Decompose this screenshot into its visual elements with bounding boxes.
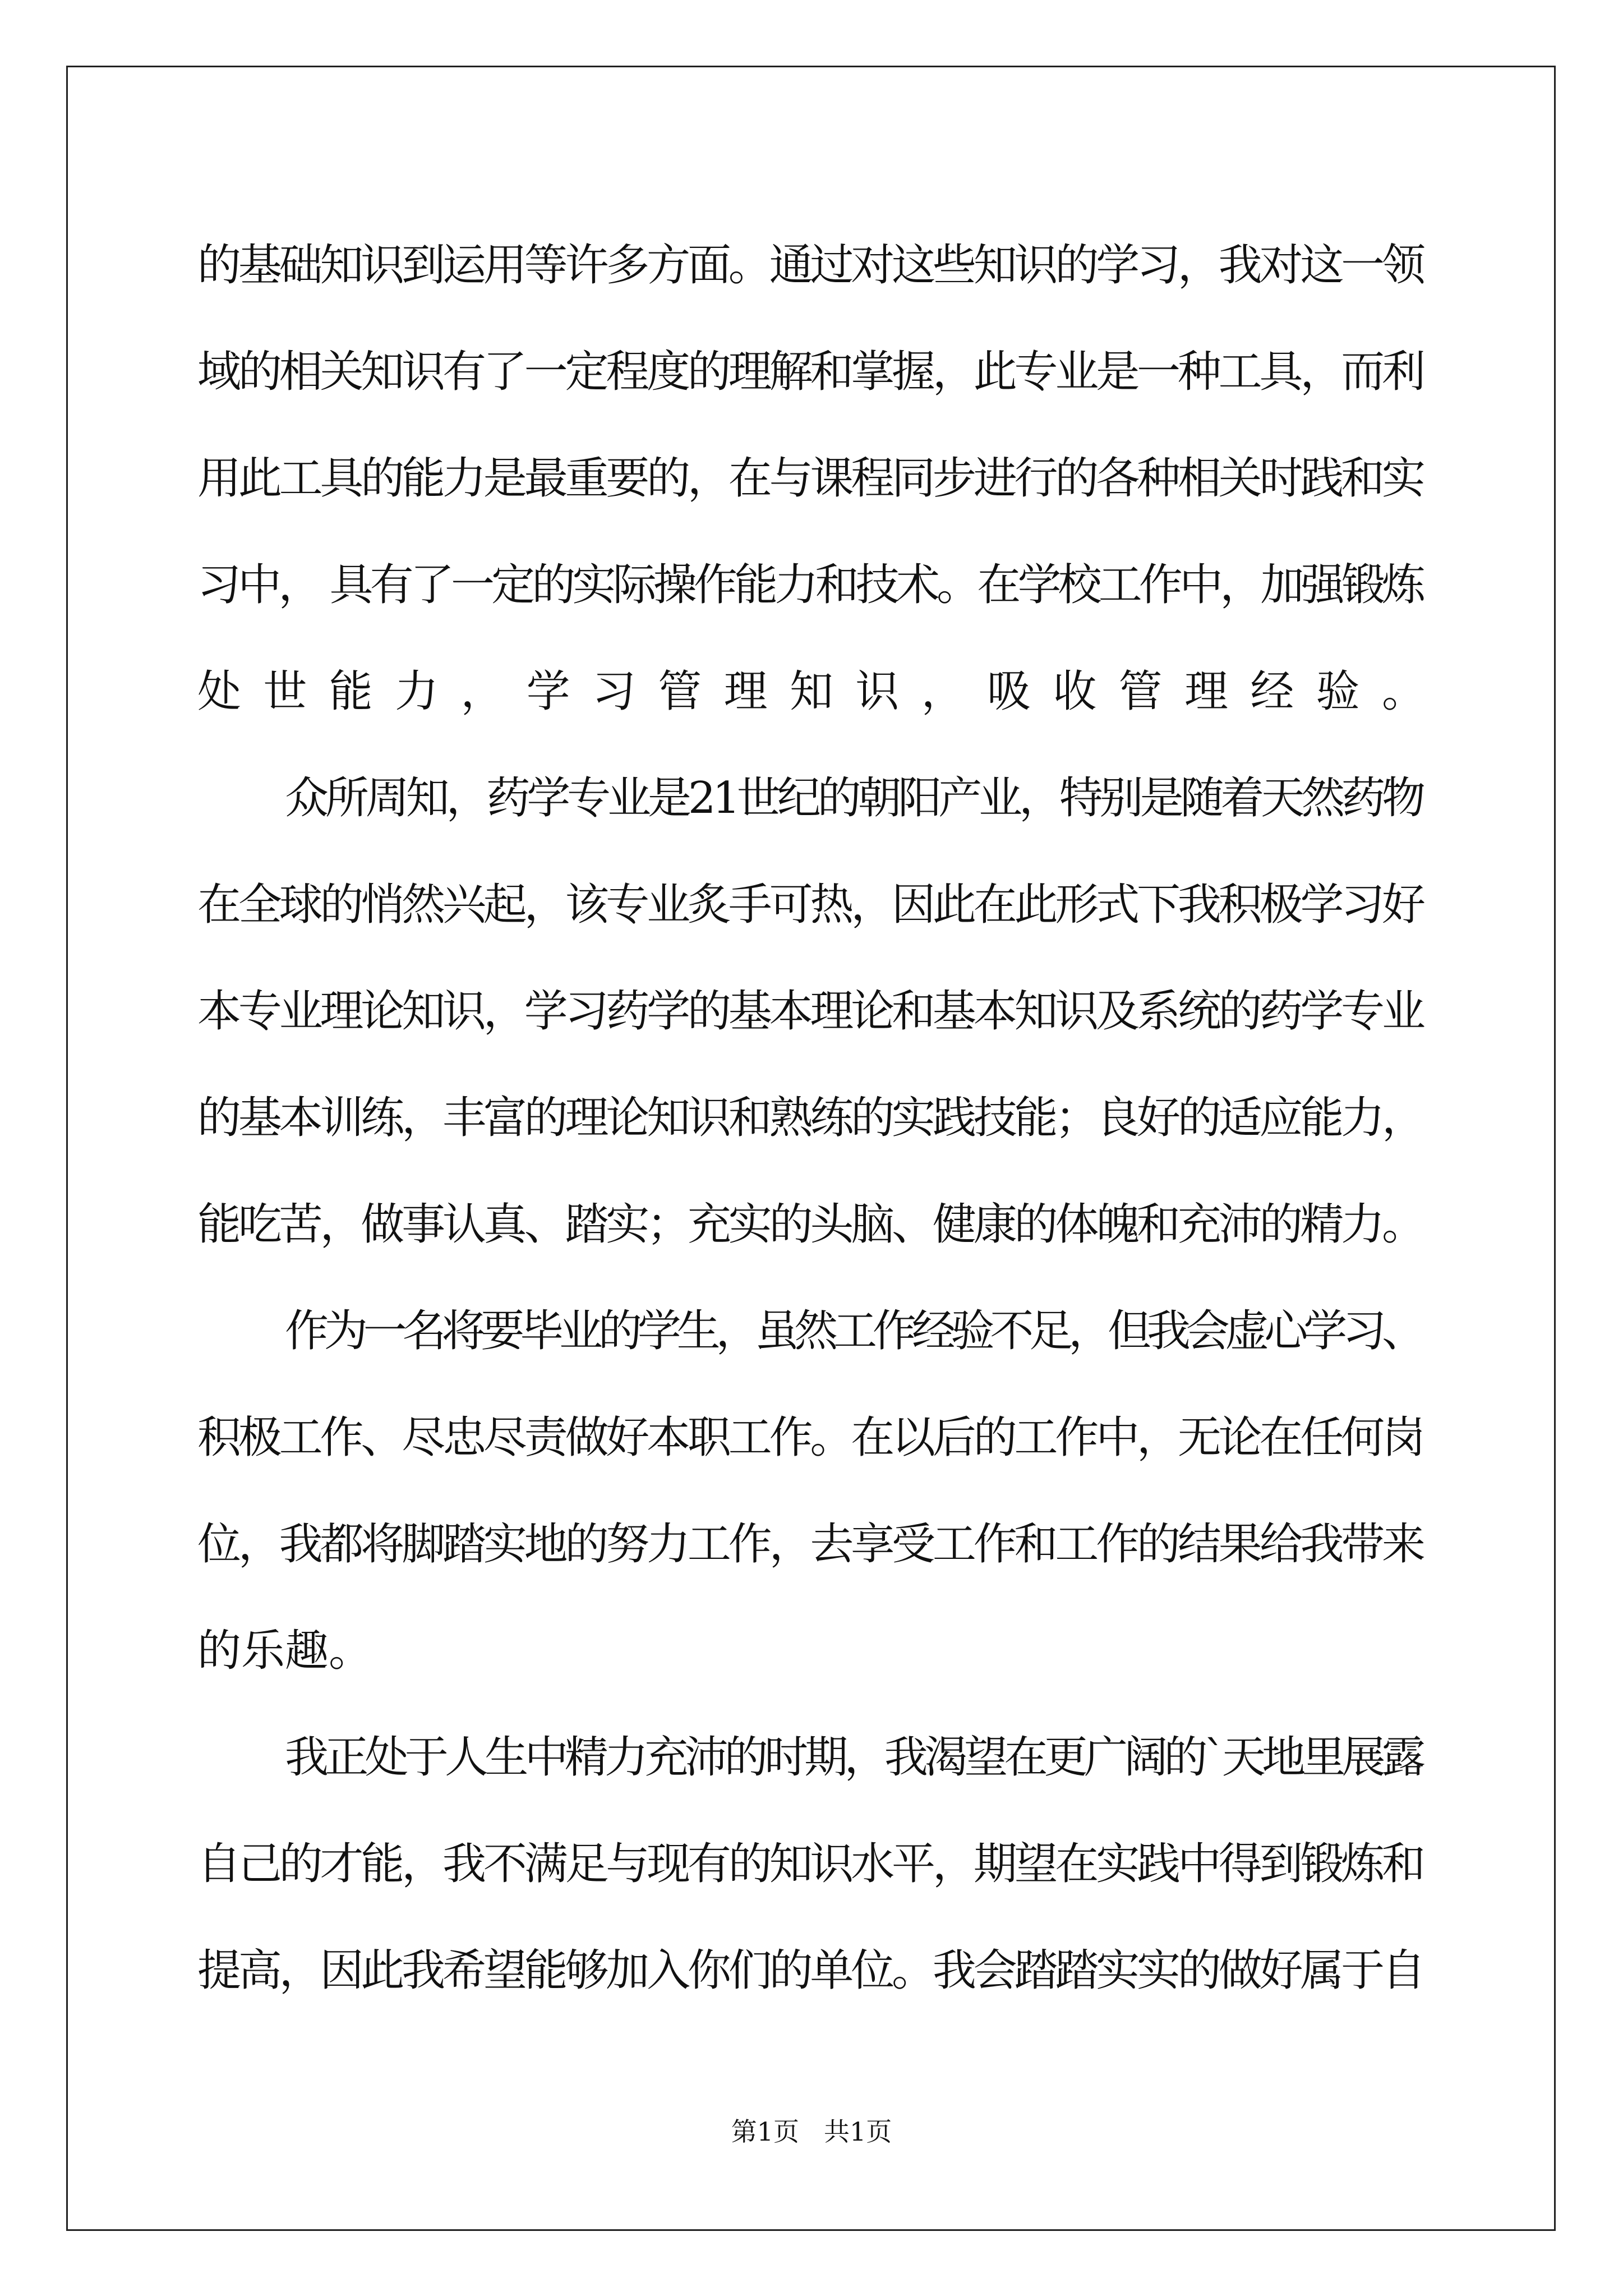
line-text: 位，我都将脚踏实地的努力工作，去享受工作和工作的结果给我带来 [197, 1519, 1423, 1570]
line-text: 本专业理论知识，学习药学的基本理论和基本知识及系统的药学专业 [197, 986, 1423, 1037]
page-total: 共1页 [823, 2116, 892, 2147]
line-text: 的基础知识到运用等许多方面。通过对这些知识的学习，我对这一领 [197, 240, 1423, 291]
line-text: 我正处于人生中精力充沛的时期，我渴望在更广阔的`天地里展露 [285, 1732, 1422, 1783]
line-text: 的基本训练，丰富的理论知识和熟练的实践技能；良好的适应能力， [197, 1093, 1423, 1143]
text-line-10 [197, 1171, 1426, 1278]
line-text: 作为一名将要毕业的学生，虽然工作经验不足，但我会虚心学习、 [285, 1306, 1421, 1356]
document-body [197, 212, 1448, 2024]
line-text: 能吃苦，做事认真、踏实；充实的头脑、健康的体魄和充沛的精力。 [197, 1199, 1423, 1250]
text-line-4 [197, 532, 1426, 638]
line-text: 积极工作、尽忠尽责做好本职工作。在以后的工作中，无论在任何岗 [197, 1412, 1423, 1463]
line-text: 域的相关知识有了一定程度的理解和掌握，此专业是一种工具，而利 [197, 347, 1423, 397]
text-line-17 [197, 1917, 1426, 2024]
line-text: 提高，因此我希望能够加入你们的单位。我会踏踏实实的做好属于自 [197, 1945, 1423, 1996]
line-text: 自己的才能，我不满足与现有的知识水平，期望在实践中得到锻炼和 [197, 1839, 1423, 1889]
text-line-8 [197, 958, 1426, 1065]
line-text: 用此工具的能力是最重要的，在与课程同步进行的各种相关时践和实 [197, 453, 1423, 504]
line-text: 的乐趣。 [197, 1626, 373, 1676]
page-number: 第1页 [731, 2116, 800, 2147]
text-line-13 [197, 1491, 1426, 1598]
line-text: 众所周知，药学专业是21世纪的朝阳产业，特别是随着天然药物 [285, 773, 1422, 823]
text-line-15 [197, 1704, 1426, 1811]
text-line-16 [197, 1811, 1426, 1917]
text-line-2 [197, 319, 1426, 425]
text-line-9 [197, 1065, 1426, 1171]
text-line-14 [197, 1598, 1426, 1704]
page-footer [0, 2115, 1623, 2148]
text-line-11 [197, 1278, 1426, 1384]
text-line-12 [197, 1384, 1426, 1491]
text-line-5 [197, 638, 1448, 745]
text-line-3 [197, 425, 1426, 532]
text-line-1 [197, 212, 1426, 319]
line-text: 处世能力，学习管理知识，吸收管理经验。 [197, 666, 1448, 717]
text-line-6 [197, 745, 1426, 852]
text-line-7 [197, 852, 1426, 958]
line-text: 在全球的悄然兴起，该专业炙手可热，因此在此形式下我积极学习好 [197, 880, 1423, 930]
line-text: 习中， 具有了一定的实际操作能力和技术。在学校工作中，加强锻炼 [197, 560, 1423, 610]
